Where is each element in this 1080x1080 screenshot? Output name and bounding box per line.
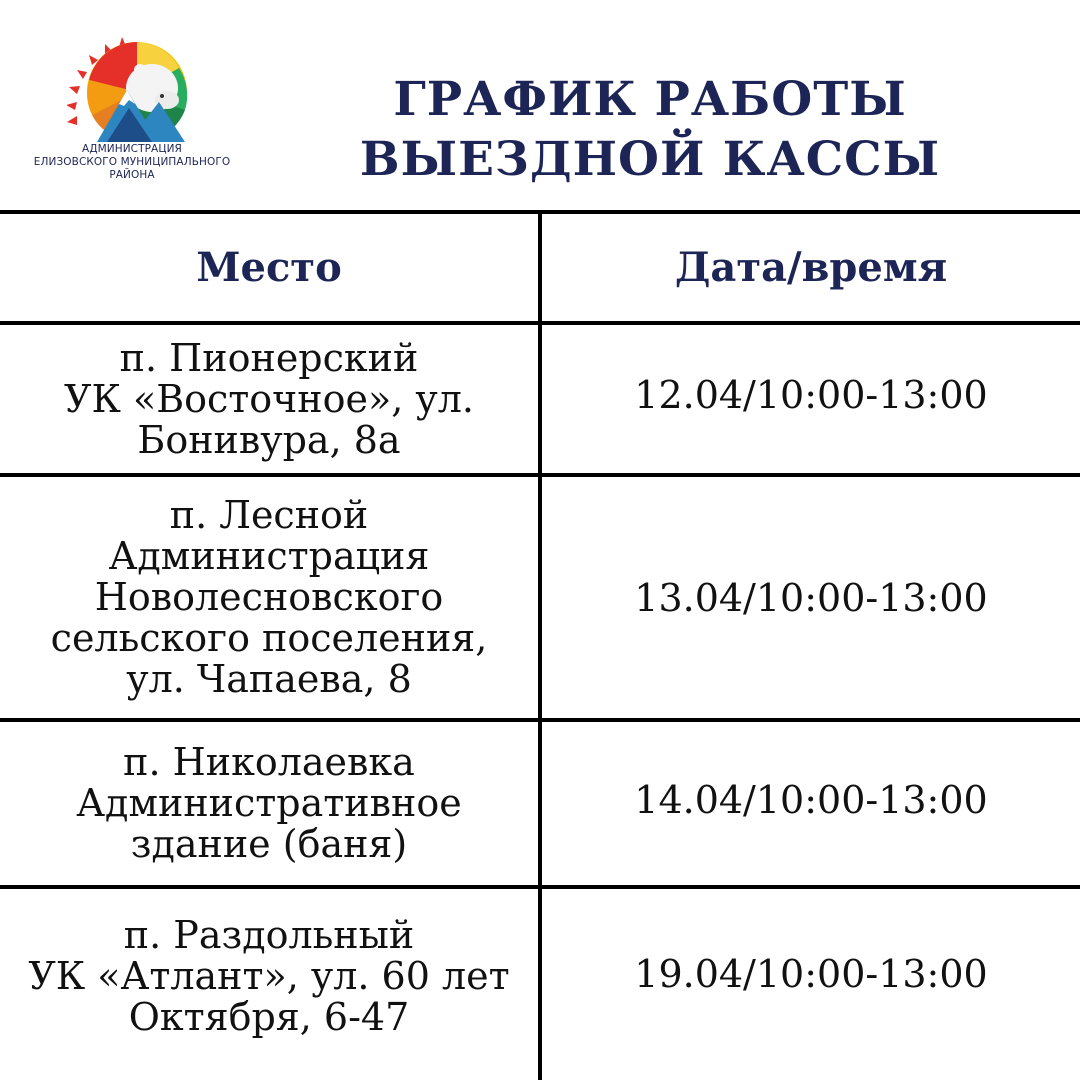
place-line: сельского поселения, [50, 616, 488, 660]
logo [22, 30, 242, 195]
place-line: п. Лесной [169, 493, 369, 537]
place-line: здание (баня) [130, 822, 408, 866]
place-line: УК «Восточное», ул. [64, 376, 474, 421]
table-row-datetime: 13.04/10:00-13:00 [634, 575, 988, 620]
table-row-place [0, 325, 538, 473]
place-line: п. Раздольный [123, 913, 415, 957]
table-row-place [0, 889, 538, 1064]
place-line: ул. Чапаева, 8 [126, 657, 412, 701]
page-title-line: ВЫЕЗДНОЙ КАССЫ [359, 132, 941, 187]
logo-caption-line: РАЙОНА [109, 169, 155, 181]
table-row-datetime: 12.04/10:00-13:00 [634, 373, 988, 417]
place-line: УК «Атлант», ул. 60 лет [28, 954, 510, 998]
place-line: Октября, 6-47 [128, 995, 410, 1039]
logo-caption-line: ЕЛИЗОВСКОГО МУНИЦИПАЛЬНОГО [33, 156, 231, 168]
header-datetime: Дата/время [674, 244, 948, 291]
place-line: п. Пионерский [119, 335, 419, 380]
table-row-datetime: 14.04/10:00-13:00 [634, 777, 988, 822]
place-line: Новолесновского [94, 575, 444, 619]
table-row-place [0, 477, 538, 718]
place-line: Бонивура, 8а [137, 417, 401, 462]
table-row-place [0, 722, 538, 885]
logo-caption [22, 143, 242, 182]
place-line: Администрация [108, 534, 430, 578]
place-line: Административное [76, 781, 462, 825]
place-line: п. Николаевка [123, 740, 415, 784]
table-row-datetime: 19.04/10:00-13:00 [634, 952, 988, 996]
logo-emblem-icon [67, 30, 197, 145]
page-title-line: ГРАФИК РАБОТЫ [393, 72, 907, 127]
page-title [330, 70, 970, 190]
logo-caption-line: АДМИНИСТРАЦИЯ [82, 143, 182, 155]
header-place: Место [196, 244, 342, 291]
